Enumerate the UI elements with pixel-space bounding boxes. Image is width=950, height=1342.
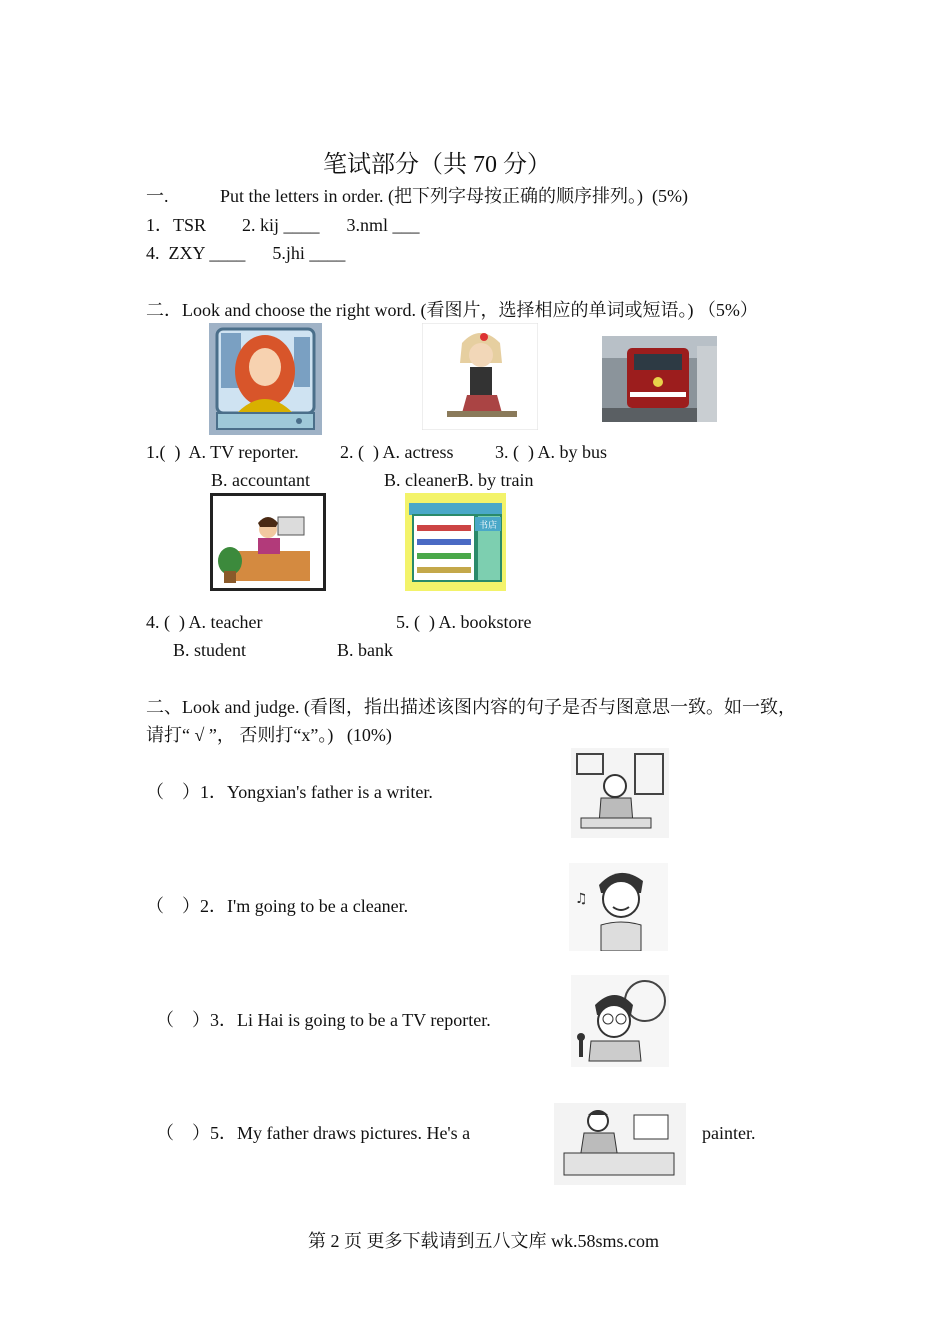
- section3-heading-line1: 二、Look and judge. (看图，指出描述该图内容的句子是否与图意思一致。如一致，: [146, 697, 796, 717]
- page-title: 笔试部分（共 70 分）: [323, 152, 551, 178]
- choose-q4: 4. ( ) A. teacher: [146, 612, 263, 632]
- choose-q3: 3. ( ) A. by bus: [495, 442, 607, 462]
- choose-q1: 1.( ) A. TV reporter.: [146, 442, 299, 462]
- choose-q2: 2. ( ) A. actress: [340, 442, 454, 462]
- section1-number: 一.: [146, 186, 169, 206]
- office-worker-picture: [210, 493, 326, 591]
- judge-item-5: （ ）5．My father draws pictures. He's a: [156, 1123, 471, 1143]
- judge-item-5-tail: painter.: [702, 1123, 756, 1143]
- svg-text:♫: ♫: [575, 891, 588, 907]
- section1-row2: 4. ZXY ____ 5.jhi ____: [146, 243, 346, 263]
- bookstore-picture: [405, 493, 506, 591]
- cleaner-picture: [422, 323, 538, 430]
- painter-picture: [554, 1103, 686, 1185]
- choose-q5-option-b: B. bank: [337, 640, 393, 660]
- singer-picture: [569, 863, 668, 951]
- section3-heading-line2: 请打“ √ ”， 否则打“x”。) (10%): [146, 725, 392, 745]
- section1-heading: Put the letters in order. (把下列字母按正确的顺序排列。) (5%): [220, 186, 688, 206]
- choose-q2-q3-option-b: B. cleanerB. by train: [384, 470, 534, 490]
- tv-reporter-picture: [209, 323, 322, 435]
- writer-picture: [571, 748, 669, 838]
- judge-item-3: （ ）3．Li Hai is going to be a TV reporter.: [156, 1010, 491, 1030]
- section1-row1: 1．TSR 2. kij ____ 3.nml ___: [146, 215, 420, 235]
- choose-q1-option-b: B. accountant: [211, 470, 310, 490]
- choose-q5: 5. ( ) A. bookstore: [396, 612, 532, 632]
- judge-item-2: （ ）2．I'm going to be a cleaner.: [146, 896, 409, 916]
- page-footer: 第 2 页 更多下载请到五八文库 wk.58sms.com: [308, 1231, 659, 1251]
- section2-heading: 二．Look and choose the right word. (看图片，选择相应的单词或短语。) （5%）: [146, 300, 758, 320]
- reporter-picture: [571, 975, 669, 1067]
- choose-q4-option-b: B. student: [173, 640, 247, 660]
- train-picture: [602, 336, 717, 422]
- judge-item-1: （ ）1．Yongxian's father is a writer.: [146, 782, 433, 802]
- bookstore-sign: 书店: [478, 521, 498, 531]
